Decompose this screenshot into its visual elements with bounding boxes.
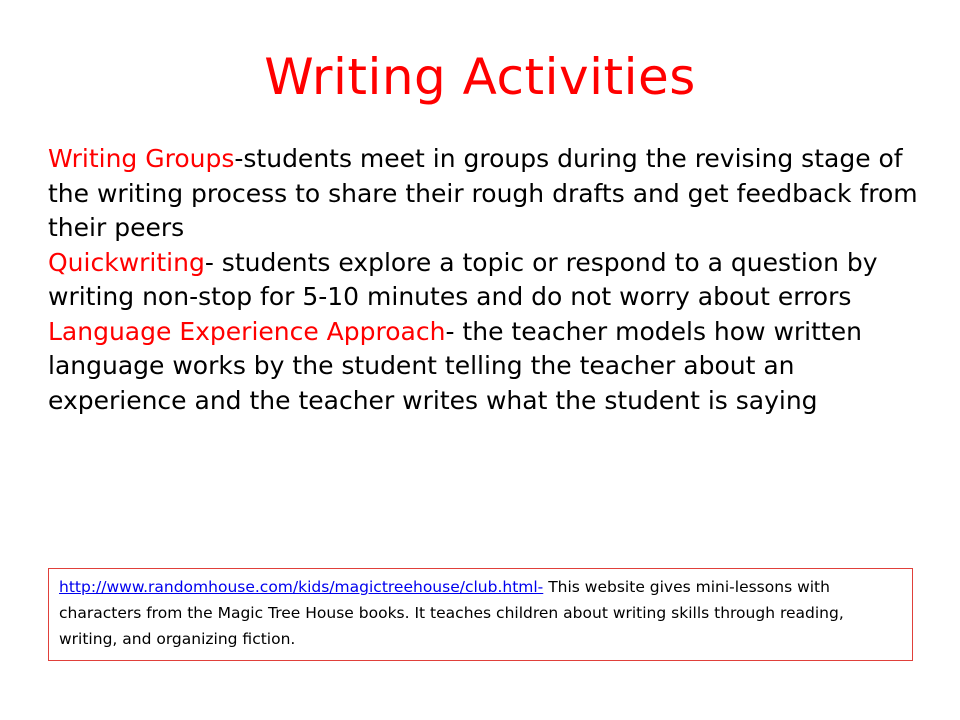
activity-list xyxy=(48,142,928,418)
activity-entry-quickwriting xyxy=(48,246,928,315)
activity-description: - the teacher models how written language works by the student telling the teacher about an experience and the teacher writes what the student is saying xyxy=(48,316,862,415)
activity-entry-language-experience xyxy=(48,315,928,419)
activity-description: -students meet in groups during the revising stage of the writing process to share their rough drafts and get feedback from their peers xyxy=(48,144,918,242)
resource-link[interactable]: http://www.randomhouse.com/kids/magictreehouse/club.html- xyxy=(59,578,544,596)
activity-description: - students explore a topic or respond to a question by writing non-stop for 5-10 minutes and do not worry about errors xyxy=(48,247,878,311)
slide-title: Writing Activities xyxy=(264,48,696,106)
activity-term: Language Experience Approach xyxy=(48,316,446,346)
activity-term: Quickwriting xyxy=(48,247,205,277)
resource-description: This website gives mini-lessons with characters from the Magic Tree House books. It teaches children about writing skills through reading, writing, and organizing fiction. xyxy=(59,578,844,648)
resource-box xyxy=(48,568,913,661)
activity-term: Writing Groups xyxy=(48,144,235,173)
activity-entry-writing-groups xyxy=(48,142,928,246)
